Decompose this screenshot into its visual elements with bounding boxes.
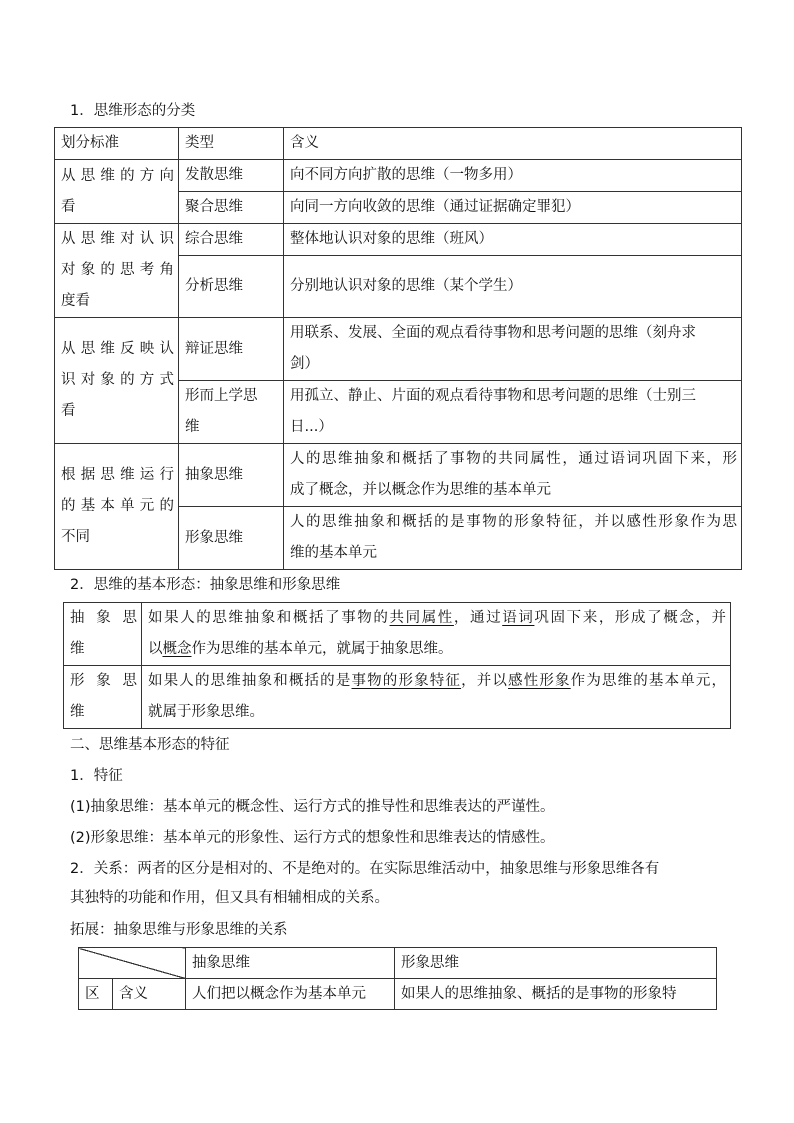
section-2-heading: 2．思维的基本形态：抽象思维和形象思维 xyxy=(70,577,341,593)
relation-line-1: 2．关系：两者的区分是相对的、不是绝对的。在实际思维活动中，抽象思维与形象思维各有 xyxy=(70,861,660,877)
type-line: 维 xyxy=(185,419,200,435)
type-cell: 分析思维 xyxy=(179,256,284,318)
criterion-cell xyxy=(55,444,179,570)
image-meaning-cell: 如果人的思维抽象、概括的是事物的形象特 xyxy=(395,979,717,1010)
header-criterion: 划分标准 xyxy=(55,128,179,160)
abstract-meaning-cell: 人们把以概念作为基本单元 xyxy=(186,979,395,1010)
type-line: 形而上学思 xyxy=(185,388,258,404)
criterion-line: 根据思维运行 xyxy=(61,467,174,483)
section-1-heading: 1．思维形态的分类 xyxy=(70,103,196,119)
header-abstract: 抽象思维 xyxy=(186,948,395,979)
type-cell: 发散思维 xyxy=(179,160,284,192)
meaning-line: 成了概念，并以概念作为思维的基本单元 xyxy=(290,482,551,498)
meaning-cell xyxy=(284,381,742,444)
abstract-label xyxy=(64,603,142,666)
definition-line: 如果人的思维抽象和概括了事物的共同属性，通过语词巩固下来，形成了概念，并 xyxy=(148,610,727,626)
meaning-cell: 分别地认识对象的思维（某个学生） xyxy=(284,256,742,318)
criterion-line: 的基本单元的 xyxy=(61,498,174,514)
keyword-underlined: 感性形象 xyxy=(508,673,571,689)
criterion-line: 对象的思考角 xyxy=(61,262,174,278)
type-cell: 聚合思维 xyxy=(179,192,284,224)
definition-line: 以概念作为思维的基本单元，就属于抽象思维。 xyxy=(148,641,453,657)
feature-heading: 1．特征 xyxy=(70,768,123,784)
meaning-line: 日...） xyxy=(290,419,333,435)
meaning-cell xyxy=(284,444,742,507)
diagonal-header-cell xyxy=(79,948,186,979)
type-cell: 形象思维 xyxy=(179,507,284,570)
basic-forms-table xyxy=(63,602,731,729)
meaning-line: 维的基本单元 xyxy=(290,545,377,561)
section-3-heading: 二、思维基本形态的特征 xyxy=(70,737,230,753)
criterion-line: 看 xyxy=(61,198,76,215)
keyword-underlined: 共同属性 xyxy=(389,610,454,626)
type-cell xyxy=(179,381,284,444)
header-type: 类型 xyxy=(179,128,284,160)
classification-table xyxy=(54,127,742,570)
extension-table xyxy=(78,947,717,1010)
header-meaning: 含义 xyxy=(284,128,742,160)
meaning-line: 剑） xyxy=(290,356,319,372)
keyword-underlined: 事物的形象特征 xyxy=(351,673,462,689)
image-definition xyxy=(142,666,731,729)
criterion-line: 从思维对认识 xyxy=(61,231,174,247)
definition-line: 就属于形象思维。 xyxy=(148,704,264,720)
criterion-line: 度看 xyxy=(61,293,90,309)
abstract-definition xyxy=(142,603,731,666)
row-group-cell: 区 xyxy=(79,979,113,1010)
keyword-underlined: 概念 xyxy=(162,641,192,657)
type-cell: 综合思维 xyxy=(179,224,284,256)
meaning-line: 用联系、发展、全面的观点看待事物和思考问题的思维（刻舟求 xyxy=(290,325,696,341)
criterion-line: 不同 xyxy=(61,529,90,545)
label-line: 维 xyxy=(70,704,85,720)
criterion-line: 识对象的方式 xyxy=(61,372,174,388)
image-label xyxy=(64,666,142,729)
definition-line: 如果人的思维抽象和概括的是事物的形象特征，并以感性形象作为思维的基本单元， xyxy=(148,673,727,689)
feature-item-1: (1)抽象思维：基本单元的概念性、运行方式的推导性和思维表达的严谨性。 xyxy=(70,799,555,815)
meaning-line: 用孤立、静止、片面的观点看待事物和思考问题的思维（士别三 xyxy=(290,388,696,404)
meaning-cell: 整体地认识对象的思维（班风） xyxy=(284,224,742,256)
relation-line-2: 其独特的功能和作用，但又具有相辅相成的关系。 xyxy=(70,890,389,906)
meaning-cell: 向不同方向扩散的思维（一物多用） xyxy=(284,160,742,192)
meaning-cell: 向同一方向收敛的思维（通过证据确定罪犯） xyxy=(284,192,742,224)
type-cell: 抽象思维 xyxy=(179,444,284,507)
criterion-line: 从思维反映认 xyxy=(61,341,174,357)
label-line: 维 xyxy=(70,641,85,657)
meaning-cell xyxy=(284,318,742,381)
type-cell: 辩证思维 xyxy=(179,318,284,381)
criterion-line: 从思维的方向 xyxy=(61,167,174,184)
label-line: 抽 象 思 xyxy=(70,610,137,626)
keyword-underlined: 语词 xyxy=(502,610,535,626)
meaning-line: 人的思维抽象和概括的是事物的形象特征，并以感性形象作为思 xyxy=(290,514,737,530)
feature-item-2: (2)形象思维：基本单元的形象性、运行方式的想象性和思维表达的情感性。 xyxy=(70,830,555,846)
criterion-line: 看 xyxy=(61,403,76,419)
meaning-cell xyxy=(284,507,742,570)
label-line: 形 象 思 xyxy=(70,673,137,689)
row-label-cell: 含义 xyxy=(113,979,186,1010)
extension-heading: 拓展：抽象思维与形象思维的关系 xyxy=(70,922,288,938)
criterion-cell xyxy=(55,318,179,444)
criterion-cell xyxy=(55,160,179,224)
criterion-cell xyxy=(55,224,179,318)
header-image: 形象思维 xyxy=(395,948,717,979)
meaning-line: 人的思维抽象和概括了事物的共同属性，通过语词巩固下来，形 xyxy=(290,451,737,467)
